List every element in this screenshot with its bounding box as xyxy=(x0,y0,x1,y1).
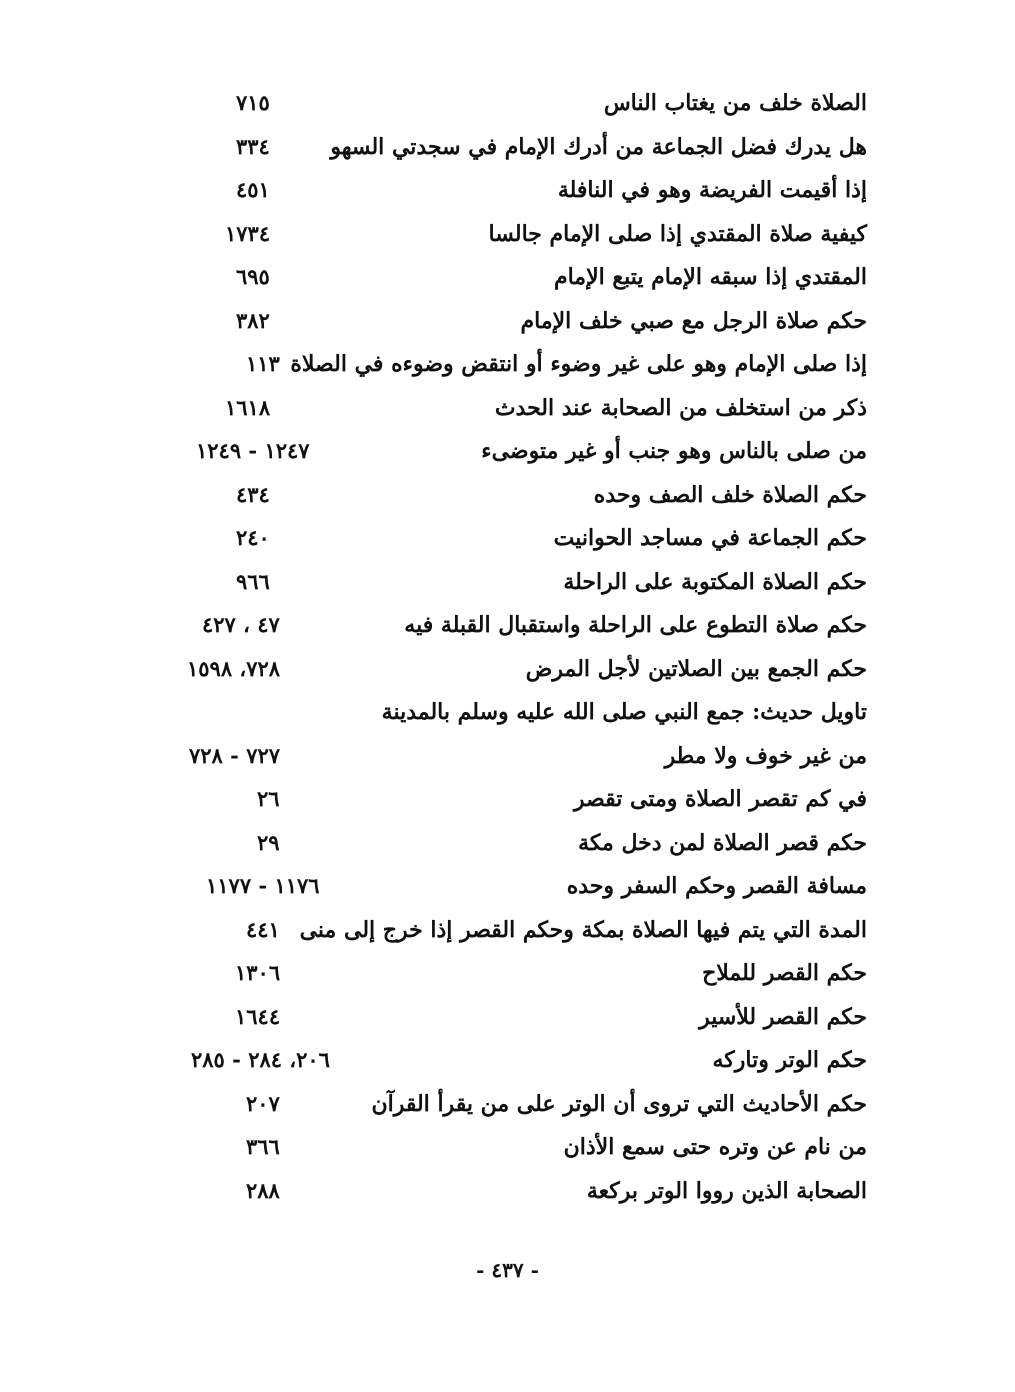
index-entry xyxy=(160,996,875,1040)
entry-topic: من نام عن وتره حتى سمع الأذان xyxy=(563,1134,867,1160)
entry-topic: من غير خوف ولا مطر xyxy=(664,742,867,769)
entry-topic: حكم صلاة التطوع على الراحلة واستقبال القبلة فيه xyxy=(404,612,867,638)
index-entry xyxy=(160,778,875,822)
entry-topic: حكم القصر للملاح xyxy=(702,960,867,986)
index-entry xyxy=(160,822,875,866)
entry-pages: ٧٢٨، ١٥٩٨ xyxy=(187,655,281,681)
entry-topic: المقتدي إذا سبقه الإمام يتبع الإمام xyxy=(553,264,867,290)
entry-pages: ٢٩ xyxy=(257,829,280,855)
entry-pages: ٣٣٤ xyxy=(236,133,270,159)
entry-pages: ٩٦٦ xyxy=(236,568,270,594)
entry-pages: ١٣٠٦ xyxy=(235,960,281,985)
entry-topic: مسافة القصر وحكم السفر وحده xyxy=(566,873,867,899)
entry-pages: ١٧٣٤ xyxy=(225,220,271,246)
entry-topic: إذا أقيمت الفريضة وهو في النافلة xyxy=(557,177,867,203)
entry-topic: من صلى بالناس وهو جنب أو غير متوضىء xyxy=(481,438,867,464)
entry-topic: هل يدرك فضل الجماعة من أدرك الإمام في سجدتي السهو xyxy=(330,133,867,160)
entry-pages: ٤٤١ xyxy=(246,916,280,942)
entry-pages: ١٦٤٤ xyxy=(235,1003,281,1029)
index-entry xyxy=(160,430,875,474)
entry-topic: حكم قصر الصلاة لمن دخل مكة xyxy=(578,829,867,856)
index-entry xyxy=(160,865,875,909)
index-entry xyxy=(160,691,875,735)
entry-pages: ٢٨٨ xyxy=(246,1177,280,1203)
entry-pages: ٤٥١ xyxy=(236,177,270,202)
index-entry xyxy=(160,1170,875,1214)
index-entry xyxy=(160,82,875,126)
entry-pages: ٢٠٧ xyxy=(246,1090,280,1116)
entry-topic: كيفية صلاة المقتدي إذا صلى الإمام جالسا xyxy=(488,220,867,247)
entry-topic: حكم القصر للأسير xyxy=(699,1003,867,1030)
index-entry xyxy=(160,952,875,996)
entry-topic: الصحابة الذين رووا الوتر بركعة xyxy=(586,1177,867,1204)
entry-pages: ٤٧ ، ٤٢٧ xyxy=(202,612,280,637)
entry-topic: حكم الوتر وتاركه xyxy=(712,1047,867,1073)
index-entry xyxy=(160,1083,875,1127)
index-entry xyxy=(160,1039,875,1083)
index-entry xyxy=(160,343,875,387)
index-entry xyxy=(160,126,875,170)
entry-topic: حكم الجماعة في مساجد الحوانيت xyxy=(553,525,867,551)
entry-pages: ٤٣٤ xyxy=(236,481,270,507)
entry-pages: ١١٧٦ - ١١٧٧ xyxy=(206,873,320,898)
entry-pages: ٢٠٦، ٢٨٤ - ٢٨٥ xyxy=(191,1047,330,1072)
entry-topic: حكم الأحاديث التي تروى أن الوتر على من يقرأ القرآن xyxy=(371,1090,867,1117)
entry-pages: ٢٦ xyxy=(257,786,280,811)
index-entry xyxy=(160,474,875,518)
entry-topic: ذكر من استخلف من الصحابة عند الحدث xyxy=(494,394,867,421)
entry-pages: ٢٤٠ xyxy=(236,525,270,550)
entry-pages: ٧٢٧ - ٧٢٨ xyxy=(189,742,281,768)
index-entry xyxy=(160,604,875,648)
index-entry xyxy=(160,517,875,561)
index-entry xyxy=(160,169,875,213)
entry-topic: حكم صلاة الرجل مع صبي خلف الإمام xyxy=(520,307,867,334)
entry-pages: ٣٦٦ xyxy=(246,1134,280,1159)
entry-pages: ١١٣ xyxy=(246,351,280,376)
index-entry xyxy=(160,256,875,300)
entry-topic: المدة التي يتم فيها الصلاة بمكة وحكم القصر إذا خرج إلى منى xyxy=(299,916,867,943)
index-entry xyxy=(160,909,875,953)
index-entry xyxy=(160,735,875,779)
entry-pages: ٦٩٥ xyxy=(236,264,270,289)
index-entry xyxy=(160,648,875,692)
entry-topic: تاويل حديث: جمع النبي صلى الله عليه وسلم بالمدينة xyxy=(381,699,867,725)
entry-pages: ٣٨٢ xyxy=(236,307,270,333)
entry-topic: الصلاة خلف من يغتاب الناس xyxy=(603,90,867,116)
page-number: - ٤٣٧ - xyxy=(476,1258,539,1282)
index-entry xyxy=(160,1126,875,1170)
entry-topic: حكم الصلاة خلف الصف وحده xyxy=(593,481,867,508)
entry-topic: حكم الجمع بين الصلاتين لأجل المرض xyxy=(525,655,867,682)
index-entry xyxy=(160,387,875,431)
entry-topic: حكم الصلاة المكتوبة على الراحلة xyxy=(563,568,867,595)
index-entry xyxy=(160,300,875,344)
index-entry xyxy=(160,213,875,257)
entry-pages: ٧١٥ xyxy=(236,90,270,115)
index-entry xyxy=(160,561,875,605)
index-list xyxy=(160,82,875,1213)
entry-topic: في كم تقصر الصلاة ومتى تقصر xyxy=(573,786,867,812)
entry-pages: ١٦١٨ xyxy=(225,394,271,420)
entry-pages: ١٢٤٧ - ١٢٤٩ xyxy=(196,438,310,463)
entry-topic: إذا صلى الإمام وهو على غير وضوء أو انتقض وضوءه في الصلاة xyxy=(290,351,867,377)
